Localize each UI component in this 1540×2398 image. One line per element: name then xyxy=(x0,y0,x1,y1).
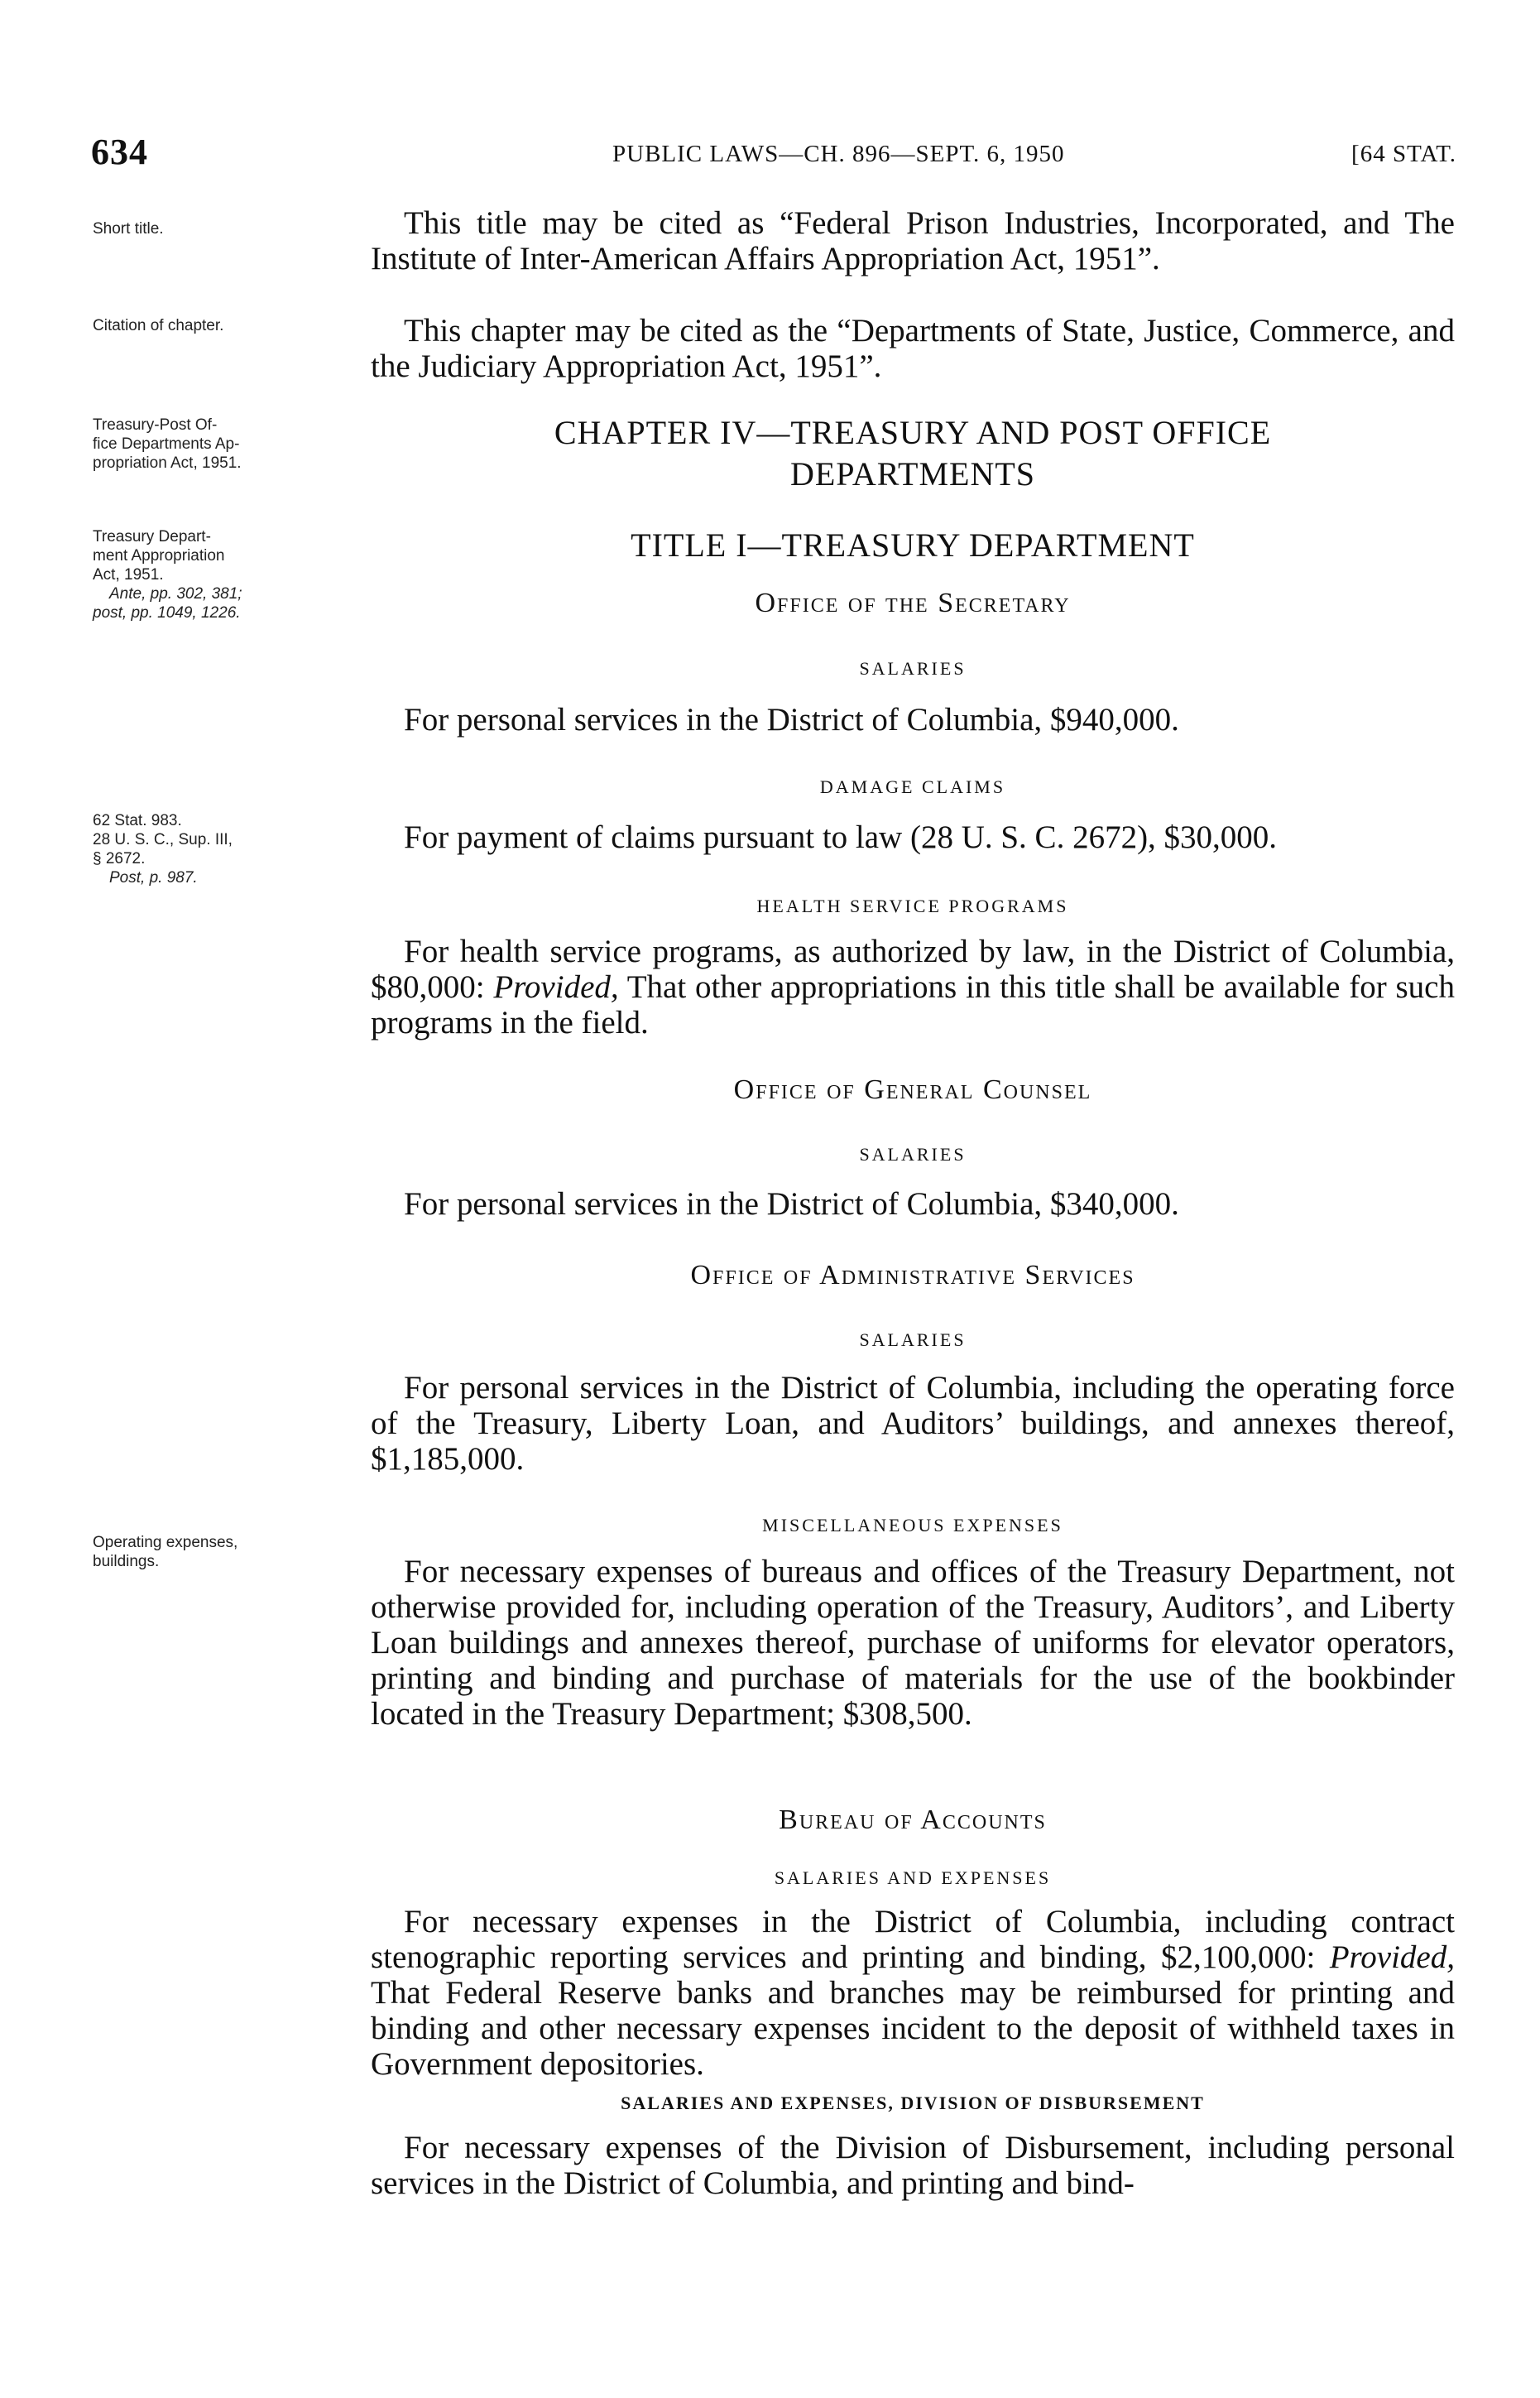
provided-term: Provided, xyxy=(1329,1939,1455,1975)
damage-claims-paragraph xyxy=(371,819,1455,855)
paragraph-text: For personal services in the District of Columbia, including the operating force of the Treasury, Liberty Loan, and Auditors’ buildings, and annexes thereof, $1,185,000. xyxy=(371,1370,1455,1477)
bureau-accounts-paragraph xyxy=(371,1904,1455,2082)
margin-note-line: ment Appropriation xyxy=(93,547,225,565)
margin-note-line: buildings. xyxy=(93,1553,160,1570)
salaries-paragraph xyxy=(371,1370,1455,1477)
margin-note-short-title: Short title. xyxy=(93,220,164,238)
text-run: That other appropriations in this title shall be available for such programs in the field. xyxy=(371,969,1455,1040)
salaries-paragraph xyxy=(371,702,1455,738)
page-header xyxy=(91,131,1456,180)
margin-note-line: Ante, pp. 302, 381; xyxy=(109,585,242,603)
running-head: PUBLIC LAWS—CH. 896—SEPT. 6, 1950 xyxy=(612,141,1065,167)
paragraph-text: For payment of claims pursuant to law (28 U. S. C. 2672), $30,000. xyxy=(404,819,1278,855)
health-programs-heading: HEALTH SERVICE PROGRAMS xyxy=(756,896,1069,916)
margin-note-line: 62 Stat. 983. xyxy=(93,812,182,829)
margin-note-treasury-post xyxy=(93,416,357,473)
bureau-accounts-heading: Bureau of Accounts xyxy=(779,1805,1047,1835)
paragraph-text: For personal services in the District of Columbia, $340,000. xyxy=(404,1186,1179,1222)
misc-expenses-heading: MISCELLANEOUS EXPENSES xyxy=(762,1515,1063,1535)
paragraph-text: This title may be cited as “Federal Prison Industries, Incorporated, and The Institute of Inter-American Affairs Appropriation Act, 1951”. xyxy=(371,205,1455,276)
margin-note-line: Post, p. 987. xyxy=(109,869,198,887)
text-run: For necessary expenses in the District of Columbia, including contract stenographic reporting services and printing and binding, $2,100,000: xyxy=(371,1904,1455,1975)
paragraph-text xyxy=(371,1904,1455,2082)
text-run: That Federal Reserve banks and branches may be reimbursed for printing and binding and other necessary expenses incident to the deposit of withheld taxes in Government depositories. xyxy=(371,1975,1455,2082)
chapter-heading xyxy=(371,412,1455,495)
margin-note-line: propriation Act, 1951. xyxy=(93,454,242,472)
salaries-paragraph xyxy=(371,1186,1455,1222)
paragraph-text xyxy=(371,934,1455,1040)
margin-note-line: Treasury Depart- xyxy=(93,528,211,545)
margin-note-line: Operating expenses, xyxy=(93,1534,238,1551)
margin-note-line: post, pp. 1049, 1226. xyxy=(93,604,241,622)
disbursement-heading: SALARIES AND EXPENSES, DIVISION OF DISBURSEMENT xyxy=(621,2093,1205,2113)
office-counsel-heading: Office of General Counsel xyxy=(733,1074,1092,1105)
margin-note-line: Act, 1951. xyxy=(93,566,164,584)
damage-claims-heading: DAMAGE CLAIMS xyxy=(819,776,1006,797)
margin-note-line: 28 U. S. C., Sup. III, xyxy=(93,831,233,848)
margin-note-line: § 2672. xyxy=(93,850,146,867)
short-title-paragraph xyxy=(371,205,1455,276)
misc-expenses-paragraph xyxy=(371,1554,1455,1732)
page-number: 634 xyxy=(91,132,148,172)
margin-note-stat-refs xyxy=(93,811,357,887)
office-secretary-heading: Office of the Secretary xyxy=(755,588,1071,618)
disbursement-paragraph xyxy=(371,2130,1455,2201)
paragraph-text: For personal services in the District of Columbia, $940,000. xyxy=(404,702,1179,738)
salaries-heading: SALARIES xyxy=(859,1329,967,1350)
salaries-heading: SALARIES xyxy=(859,1144,967,1165)
margin-note-line: Treasury-Post Of- xyxy=(93,416,218,434)
office-admin-heading: Office of Administrative Services xyxy=(690,1260,1135,1290)
margin-note-treasury-dept xyxy=(93,527,357,622)
provided-term: Provided, xyxy=(493,969,619,1005)
title-heading: TITLE I—TREASURY DEPARTMENT xyxy=(631,526,1195,564)
health-programs-paragraph xyxy=(371,934,1455,1040)
statute-reference: [64 STAT. xyxy=(1351,141,1456,167)
margin-note-citation: Citation of chapter. xyxy=(93,317,224,334)
paragraph-text: For necessary expenses of the Division of Disbursement, including personal services in the District of Columbia, and printing and bind- xyxy=(371,2130,1455,2201)
salaries-heading: SALARIES xyxy=(859,658,967,679)
margin-note-line: fice Departments Ap- xyxy=(93,435,240,453)
chapter-heading-line: DEPARTMENTS xyxy=(789,455,1036,493)
paragraph-text: This chapter may be cited as the “Departments of State, Justice, Commerce, and the Judiciary Appropriation Act, 1951”. xyxy=(371,313,1455,384)
margin-note-operating xyxy=(93,1533,357,1571)
text-run: For health service programs, as authorized by law, in the District of Columbia, $80,000: xyxy=(371,934,1455,1005)
citation-paragraph xyxy=(371,313,1455,384)
salaries-expenses-heading: SALARIES AND EXPENSES xyxy=(774,1867,1052,1888)
chapter-heading-line: CHAPTER IV—TREASURY AND POST OFFICE xyxy=(554,414,1272,451)
paragraph-text: For necessary expenses of bureaus and offices of the Treasury Department, not otherwise provided for, including operation of the Treasury, Auditors’, and Liberty Loan buildings and annexes thereof, purchase of uniforms for elevator operators, printing and binding and purchase of materials for the use of the bookbinder located in the Treasury Department; $308,500. xyxy=(371,1554,1455,1732)
